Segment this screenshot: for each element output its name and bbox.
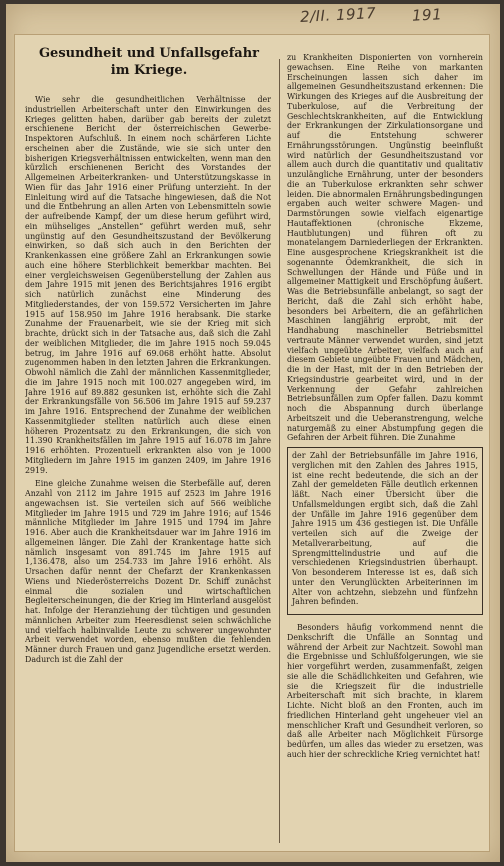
right-column [287,53,483,764]
handwritten-number: 191 [411,5,443,25]
newspaper-clipping [14,34,490,852]
boxed-section [287,447,483,615]
left-column [25,95,271,669]
closing-paragraph: Besonders häufig vorkommend nennt die Denkschrift die Unfälle an Sonntag und während der Arbeit zur Nachtzeit. Sowohl man die Ergebnisse und Schlußfolgerungen, wie sie hier vorgeführt werden, zusammenfaßt, zeigen sie alle die Schädlichkeiten und Gefahren, wie sie die Kriegszeit für die industrielle Arbeiterschaft mit sich brachte, in klarem Lichte. Nicht bloß an den Fronten, auch im friedlichen Hinterland geht ungeheuer viel an menschlicher Kraft und Gesundheit verloren, so daß alle Arbeiter nach Möglichkeit Fürsorge bedürfen, um alles das wieder zu ersetzen, was auch hier der schreckliche Krieg vernichtet hat! [287,623,483,759]
article-paragraph-1: Wie sehr die gesundheitlichen Verhältnisse der industriellen Arbeiterschaft unter den Einwirkungen des Krieges gelitten haben, darüber gab bereits der zuletzt erschienene Bericht der österreichischen Gewerbe-Inspektoren Aufschluß. In einem noch schärferen Lichte erscheinen aber die Zustände, wie sie sich unter den bisherigen Kriegsverhältnissen entwickelten, wenn man den kürzlich erschienenen Bericht des Vorstandes der Allgemeinen Arbeiterkranken- und Unterstützungskasse in Wien für das Jahr 1916 einer Prüfung unterzieht. In der Einleitung wird auf die Tatsache hingewiesen, daß die Not und die Entbehrung an allen Arten von Lebensmitteln sowie der aufreibende Kampf, der um diese herum geführt wird, ein mühseliges „Anstellen“ geführt werden muß, sehr ungünstig auf den Gesundheitszustand der Bevölkerung einwirken, so daß sich auch in den Berichten der Krankenkassen eine größere Zahl an Erkrankungen sowie auch eine höhere Sterblichkeit bemerkbar machten. Bei einer vergleichsweisen Gegenüberstellung der Zahlen aus dem Jahre 1915 mit jenen des Berichtsjahres 1916 ergibt sich natürlich zunächst eine Minderung des Mitgliederstandes, der von 159.572 Versicherten im Jahre 1915 auf 158.950 im Jahre 1916 herabsank. Die starke Zunahme der Frauenarbeit, wie sie der Krieg mit sich brachte, drückt sich in der Tatsache aus, daß sich die Zahl der weiblichen Mitglieder, die im Jahre 1915 noch 59.045 betrug, im Jahre 1916 auf 69.068 erhöht hatte. Absolut zugenommen haben in den letzten Jahren die Erkrankungen. Obwohl nämlich die Zahl der männlichen Kassenmitglieder, die im Jahre 1915 noch mit 100.027 angegeben wird, im Jahre 1916 auf 89.882 gesunken ist, erhöhte sich die Zahl der Erkrankungsfälle von 56.506 im Jahre 1915 auf 59.237 im Jahre 1916. Entsprechend der Zunahme der weiblichen Kassenmitglieder stellten natürlich auch diese einen höheren Prozentsatz zu den Erkrankungen, die sich von 11.390 Krankheitsfällen im Jahre 1915 auf 16.078 im Jahre 1916 erhöhten. Prozentuell erkrankten also von je 1000 Mitgliedern im Jahre 1915 im ganzen 2409, im Jahre 1916 2919. [25,95,271,475]
article-headline: Gesundheit und Unfallsgefahr im Kriege. [38,46,260,78]
article-paragraph-3: zu Krankheiten Disponierten von vornherein gewachsen. Eine Reihe von markanten Erscheinungen lassen sich daher im allgemeinen Gesundheitszustand erkennen: Die Wirkungen des Krieges auf die Ausbreitung der Tuberkulose, auf die Verbreitung der Geschlechtskrankheiten, auf die Entwicklung der Erkrankungen der Zirkulationsorgane und auf die Entstehung schwerer Ernährungsstörungen. Ungünstig beeinflußt wird natürlich der Gesundheitszustand vor allem auch durch die quantitativ und qualitativ unzulängliche Ernährung, unter der besonders die an Tuberkulose erkrankten sehr schwer leiden. Die abnormalen Ernährungsbedingungen ergaben auch weiter schwere Magen- und Darmstörungen sowie vielfach eigenartige Hautaffektionen (chronische Ekzeme, Hautblutungen) und führen oft zu monatelangem Darniederliegen der Erkrankten. Eine ausgesprochene Kriegskrankheit ist die sogenannte Ödemkrankheit, die sich in Schwellungen der Hände und Füße und in allgemeiner Mattigkeit und Erschöpfung äußert. Was die Betriebsunfälle anbelangt, so sagt der Bericht, daß die Zahl sich erhöht habe, besonders bei Arbeitern, die an gefährlichen Maschinen langjährig erprobt, mit der Handhabung maschineller Betriebsmittel vertraute Männer verwendet wurden, sind jetzt vielfach ungeübte Arbeiter, vielfach auch auf diesem Gebiete ungeübte Frauen und Mädchen, die in der Hast, mit der in den Betrieben der Kriegsindustrie gearbeitet wird, und in der Verkennung der Gefahr zahlreichen Betriebsunfällen zum Opfer fallen. Dazu kommt noch die Abspannung durch überlange Arbeitszeit und die Ueberanstrengung, welche naturgemäß zu einer Abstumpfung gegen die Gefahren der Arbeit führen. Die Zunahme [287,53,483,443]
handwritten-date: 2/II. 1917 [299,4,377,26]
article-paragraph-2: Eine gleiche Zunahme weisen die Sterbefälle auf, deren Anzahl von 2112 im Jahre 1915 auf 2523 im Jahre 1916 angewachsen ist. Sie verteilen sich auf 566 weibliche Mitglieder im Jahre 1915 und 729 im Jahre 1916; auf 1546 männliche Mitglieder im Jahre 1915 und 1794 im Jahre 1916. Aber auch die Krankheitsdauer war im Jahre 1916 im allgemeinen länger. Die Zahl der Krankentage hatte sich nämlich insgesamt von 891.745 im Jahre 1915 auf 1,136.478, also um 254.733 im Jahre 1916 erhöht. Als Ursachen dafür nennt der Chefarzt der Krankenkassen Wiens und Niederösterreichs Dozent Dr. Schiff zunächst einmal die sozialen und wirtschaftlichen Begleiterscheinungen, die der Krieg im Hinterland ausgelöst hat. Infolge der Heranziehung der tüchtigen und gesunden männlichen Arbeiter zum Heeresdienst seien schwächliche und vielfach halbinvalide Leute zu schwerer ungewohnter Arbeit verwendet worden, ebenso mußten die fehlenden Männer durch Frauen und ganz Jugendliche ersetzt werden. Dadurch ist die Zahl der [25,479,271,664]
column-divider [279,59,280,843]
boxed-paragraph: der Zahl der Betriebsunfälle im Jahre 1916, verglichen mit den Zahlen des Jahres 1915, ist eine recht bedeutende, die sich an der Zahl der gemeldeten Fälle deutlich erkennen läßt. Nach einer Übersicht über die Unfallsmeldungen ergibt sich, daß die Zahl der Unfälle im Jahre 1916 gegenüber dem Jahre 1915 um 436 gestiegen ist. Die Unfälle verteilen sich auf die Zweige der Metallverarbeitung, auf die Sprengmittelindustrie und auf die verschiedenen Kriegsindustrien überhaupt. Von besonderem Interesse ist es, daß sich unter den Verunglückten Arbeiterinnen im Alter von achtzehn, siebzehn und fünfzehn Jahren befinden. [292,451,478,607]
